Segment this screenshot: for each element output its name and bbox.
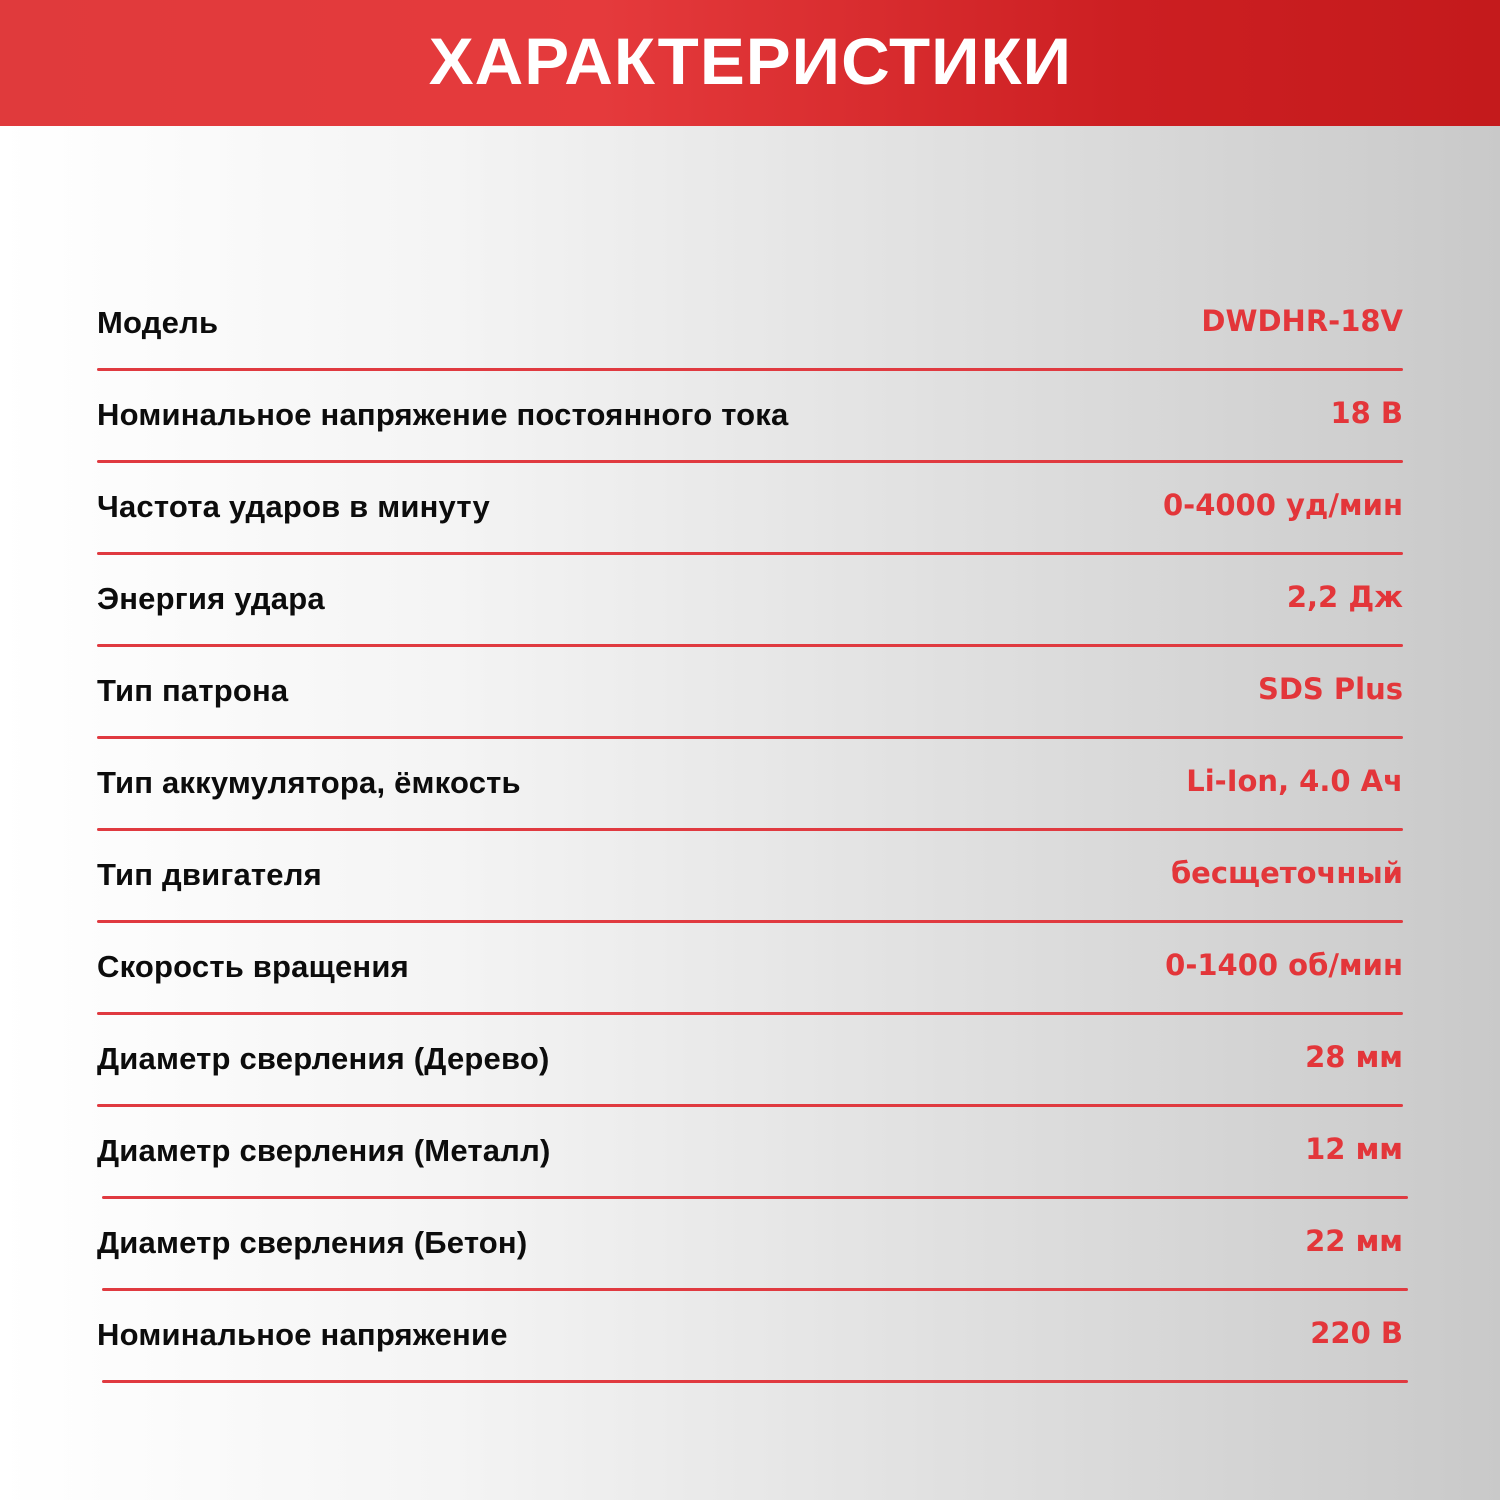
spec-row-drill-wood (97, 1015, 1403, 1107)
divider (102, 1380, 1408, 1383)
spec-row-impact-rate (97, 463, 1403, 555)
spec-value: DWDHR-18V (1201, 304, 1403, 338)
spec-label: Тип патрона (97, 673, 289, 708)
spec-label: Частота ударов в минуту (97, 489, 490, 524)
spec-row-battery (97, 739, 1403, 831)
spec-row-rated-voltage (97, 1291, 1403, 1383)
spec-value: 18 В (1330, 396, 1403, 430)
spec-label: Тип двигателя (97, 857, 322, 892)
spec-row-dc-voltage (97, 371, 1403, 463)
spec-row-drill-concrete (97, 1199, 1403, 1291)
spec-value: SDS Plus (1257, 672, 1403, 706)
spec-label: Тип аккумулятора, ёмкость (97, 765, 521, 800)
spec-label: Энергия удара (97, 581, 325, 616)
page-title: ХАРАКТЕРИСТИКИ (428, 24, 1072, 98)
spec-label: Диаметр сверления (Дерево) (97, 1041, 550, 1076)
spec-label: Диаметр сверления (Металл) (97, 1133, 551, 1168)
spec-row-drill-metal (97, 1107, 1403, 1199)
spec-value: Li-Ion, 4.0 Ач (1186, 764, 1403, 798)
spec-label: Скорость вращения (97, 949, 409, 984)
spec-value: 0-4000 уд/мин (1162, 488, 1403, 522)
spec-row-model (97, 276, 1403, 371)
spec-row-chuck-type (97, 647, 1403, 739)
spec-label: Модель (97, 305, 219, 340)
spec-label: Номинальное напряжение (97, 1317, 508, 1352)
spec-value: 220 В (1310, 1316, 1403, 1350)
spec-value: 28 мм (1305, 1040, 1403, 1074)
spec-label: Диаметр сверления (Бетон) (97, 1225, 528, 1260)
spec-row-motor-type (97, 831, 1403, 923)
spec-value: бесщеточный (1170, 856, 1403, 890)
spec-row-impact-energy (97, 555, 1403, 647)
spec-value: 0-1400 об/мин (1165, 948, 1403, 982)
spec-label: Номинальное напряжение постоянного тока (97, 397, 789, 432)
specs-table (97, 276, 1403, 1383)
spec-value: 12 мм (1305, 1132, 1403, 1166)
header-banner (0, 0, 1500, 126)
spec-row-rotation-speed (97, 923, 1403, 1015)
spec-value: 2,2 Дж (1286, 580, 1403, 614)
spec-value: 22 мм (1305, 1224, 1403, 1258)
